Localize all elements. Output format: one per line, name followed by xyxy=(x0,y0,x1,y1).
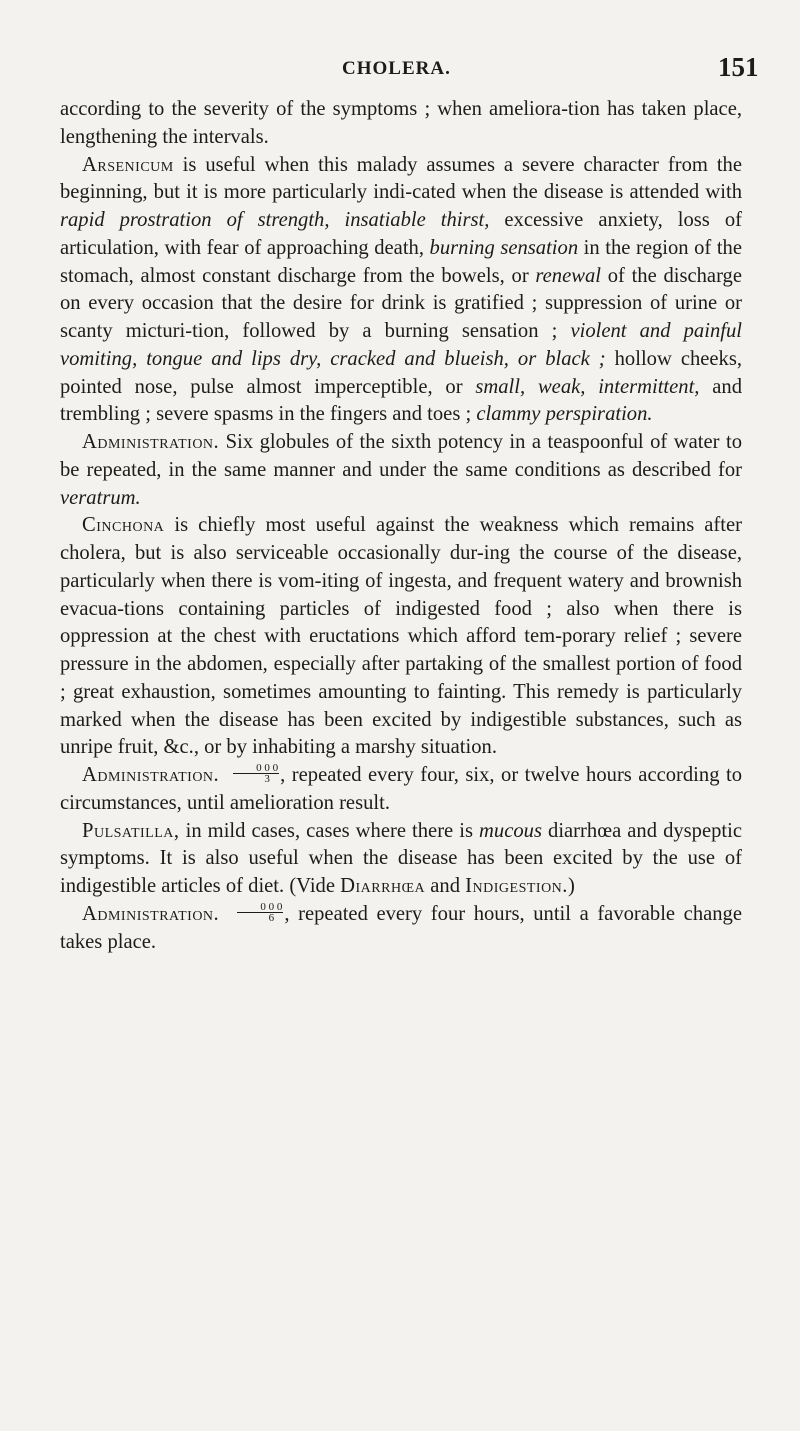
body-text xyxy=(60,96,742,956)
administration-label: Administration. xyxy=(82,764,220,786)
dose-fraction: $\frac{0 0 0}{6}$ xyxy=(237,902,283,923)
running-head: CHOLERA. xyxy=(342,58,451,79)
paragraph-cinchona: Cinchona is chiefly most useful against the weakness which remains after cholera, but is also serviceable occasionally dur-ing the course of the disease, particularly when there is vom-iting of ingesta, and frequent watery and brownish evacua-tions containing particles of indigested food ; also when there is oppression at the chest with eructations which afford tem-porary relief ; severe pressure in the abdomen, especially after partaking of the smallest portion of food ; great exhaustion, sometimes amounting to fainting. This remedy is particularly marked when the disease has been excited by indigestible substances, such as unripe fruit, &c., or by inhabiting a marshy situation. xyxy=(60,514,742,759)
paragraph-continuation: according to the severity of the symptoms ; when ameliora-tion has taken place, lengthening the intervals. xyxy=(60,98,742,148)
dose-fraction: $\frac{0 0 0}{3}$ xyxy=(233,763,279,784)
remedy-name-pulsatilla: Pulsatilla, xyxy=(82,819,180,842)
administration-label: Administration. xyxy=(82,431,220,453)
remedy-name-arsenicum: Arsenicum xyxy=(82,153,174,176)
paragraph-arsenicum: Arsenicum is useful when this malady assumes a severe character from the beginning, but it is more particularly indi-cated when the disease is attended with rapid prostration of strength, insatiable thirst, excessive anxiety, loss of articulation, with fear of approaching death, burning sensation in the region of the stomach, almost constant discharge from the bowels, or renewal of the discharge on every occasion that the desire for drink is gratified ; suppression of urine or scanty micturi-tion, followed by a burning sensation ; violent and painful vomiting, tongue and lips dry, cracked and blueish, or black ; hollow cheeks, pointed nose, pulse almost imperceptible, or small, weak, intermittent, and trembling ; severe spasms in the fingers and toes ; clammy perspiration. xyxy=(60,153,743,426)
paragraph-administration-2: Administration. $\frac{0 0 0}{3}$ , repeated every four, six, or twelve hours according to circumstances, until amelioration result. xyxy=(60,761,742,814)
page-header xyxy=(0,52,800,92)
remedy-name-cinchona: Cinchona xyxy=(82,514,165,537)
page-number: 151 xyxy=(718,52,759,82)
paragraph-administration-3: Administration. $\frac{0 0 0}{6}$ , repeated every four hours, until a favorable change takes place. xyxy=(60,900,742,953)
paragraph-administration-1: Administration. Six globules of the sixth potency in a teaspoonful of water to be repeated, in the same manner and under the same conditions as described for veratrum. xyxy=(60,431,742,509)
paragraph-pulsatilla: Pulsatilla, in mild cases, cases where there is mucous diarrhœa and dyspeptic symptoms. It is also useful when the disease has been excited by the use of indigestible articles of diet. (Vide Diarrhœa and Indigestion.) xyxy=(60,819,742,897)
administration-label: Administration. xyxy=(82,902,220,925)
